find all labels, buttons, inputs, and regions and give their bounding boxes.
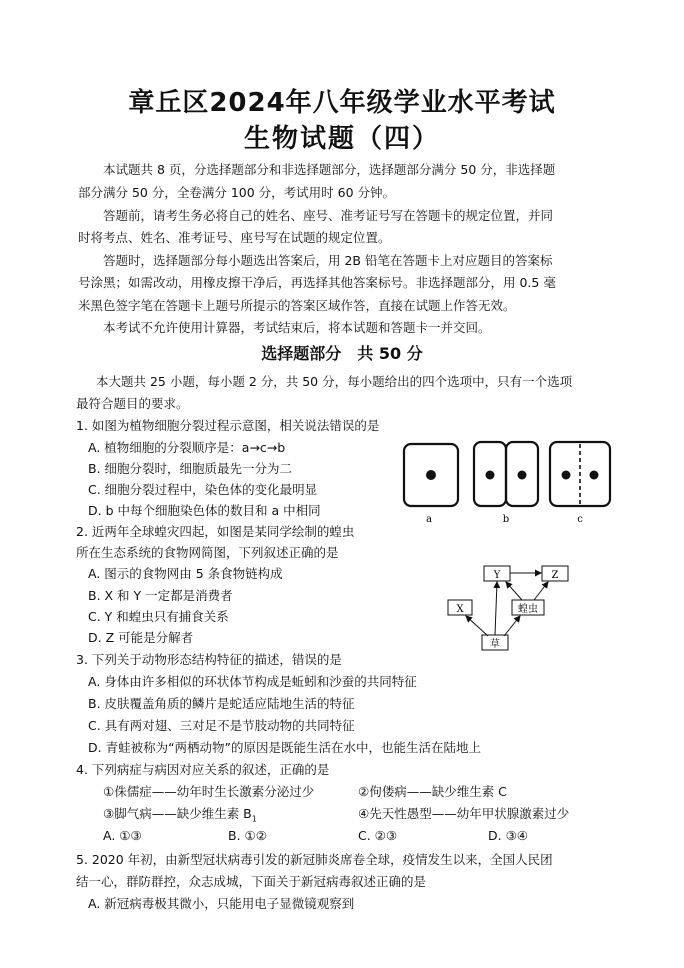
question-3-option-a: A. 身体由许多相似的环状体节构成是蚯蚓和沙蚕的共同特征 xyxy=(88,674,417,689)
question-2-stem: 所在生态系统的食物网简图，下列叙述正确的是 xyxy=(76,545,339,560)
exam-title: 章丘区2024年八年级学业水平考试 xyxy=(128,88,556,118)
question-1-stem: 1. 如图为植物细胞分裂过程示意图，相关说法错误的是 xyxy=(76,418,380,433)
food-web-figure xyxy=(442,560,592,656)
question-5-stem: 结一心，群防群控，众志成城，下面关于新冠病毒叙述正确的是 xyxy=(76,874,427,889)
question-4-item-1: ①侏儒症——幼年时生长激素分泌过少 xyxy=(103,784,315,799)
question-2-option-b: B. X 和 Y 一定都是消费者 xyxy=(88,588,233,603)
node-z: Z xyxy=(551,570,559,581)
question-2-stem: 2. 近两年全球蝗灾四起，如图是某同学绘制的蝗虫 xyxy=(76,524,355,539)
question-4-item-3: ③脚气病——缺少维生素 $B_1$ xyxy=(103,806,257,824)
question-4-option-c: C. ②③ xyxy=(358,828,398,843)
question-3-stem: 3. 下列关于动物形态结构特征的描述，错误的是 xyxy=(76,652,342,667)
section-intro: 最符合题目的要求。 xyxy=(76,396,189,411)
section-intro: 本大题共 25 小题，每小题 2 分，共 50 分，每小题给出的四个选项中，只有一个选项 xyxy=(96,374,573,389)
question-4-item-4: ④先天性愚型——幼年甲状腺激素过少 xyxy=(358,806,570,821)
question-3-option-d: D. 青蛙被称为“两栖动物”的原因是既能生活在水中，也能生活在陆地上 xyxy=(88,740,482,755)
section-title: 选择题部分 共 50 分 xyxy=(261,344,423,363)
node-locust: 蝗虫 xyxy=(518,604,538,615)
question-3-option-b: B. 皮肤覆盖角质的鳞片是蛇适应陆地生活的特征 xyxy=(88,696,355,711)
instruction-line: 部分满分 50 分，全卷满分 100 分，考试用时 60 分钟。 xyxy=(78,185,396,200)
cell-b-label: b xyxy=(502,514,510,525)
cell-c xyxy=(550,442,610,506)
exam-subtitle: 生物试题（四） xyxy=(243,124,440,154)
question-2-option-a: A. 图示的食物网由 5 条食物链构成 xyxy=(88,566,283,581)
node-grass: 草 xyxy=(490,639,500,650)
question-2-option-c: C. Y 和蝗虫只有捕食关系 xyxy=(88,609,229,624)
question-1-option-a: A. 植物细胞的分裂顺序是：a→c→b xyxy=(88,440,286,455)
question-4-item-2: ②佝偻病——缺少维生素 C xyxy=(358,784,507,799)
instruction-line: 答题前，请考生务必将自己的姓名、座号、准考证号写在答题卡的规定位置，并同 xyxy=(103,208,554,223)
question-4-option-a: A. ①③ xyxy=(103,828,142,843)
instruction-line: 本考试不允许使用计算器，考试结束后，将本试题和答题卡一并交回。 xyxy=(103,320,491,335)
question-4-option-d: D. ③④ xyxy=(488,828,528,843)
instruction-line: 号涂黑；如需改动，用橡皮擦干净后，再选择其他答案标号。非选择题部分，用 0.5 毫 xyxy=(78,275,556,290)
node-y: Y xyxy=(493,570,501,581)
node-x: X xyxy=(456,604,464,615)
cell-b xyxy=(474,442,538,506)
question-1-option-c: C. 细胞分裂过程中，染色体的变化最明显 xyxy=(88,482,318,497)
question-4-stem: 4. 下列病症与病因对应关系的叙述，正确的是 xyxy=(76,762,330,777)
instruction-line: 时将考点、姓名、准考证号、座号写在试题的规定位置。 xyxy=(78,230,391,245)
cell-c-label: c xyxy=(577,514,583,525)
question-1-option-b: B. 细胞分裂时，细胞质最先一分为二 xyxy=(88,461,293,476)
question-2-option-d: D. Z 可能是分解者 xyxy=(88,630,194,645)
question-5-stem: 5. 2020 年初，由新型冠状病毒引发的新冠肺炎席卷全球，疫情发生以来，全国人民团 xyxy=(76,852,553,867)
instruction-line: 米黑色签字笔在答题卡上题号所提示的答案区域作答，直接在试题上作答无效。 xyxy=(78,298,516,313)
question-5-option-a: A. 新冠病毒极其微小，只能用电子显微镜观察到 xyxy=(88,896,355,911)
cell-a-label: a xyxy=(426,514,432,525)
cell-a xyxy=(404,444,458,506)
instruction-line: 本试题共 8 页，分选择题部分和非选择题部分，选择题部分满分 50 分，非选择题 xyxy=(103,162,556,177)
question-1-option-d: D. b 中每个细胞染色体的数目和 a 中相同 xyxy=(88,503,321,518)
cell-division-figure xyxy=(400,438,615,530)
question-4-option-b: B. ①② xyxy=(228,828,267,843)
question-3-option-c: C. 具有两对翅、三对足不是节肢动物的共同特征 xyxy=(88,718,355,733)
instruction-line: 答题时，选择题部分每小题选出答案后，用 2B 铅笔在答题卡上对应题目的答案标 xyxy=(103,253,553,268)
